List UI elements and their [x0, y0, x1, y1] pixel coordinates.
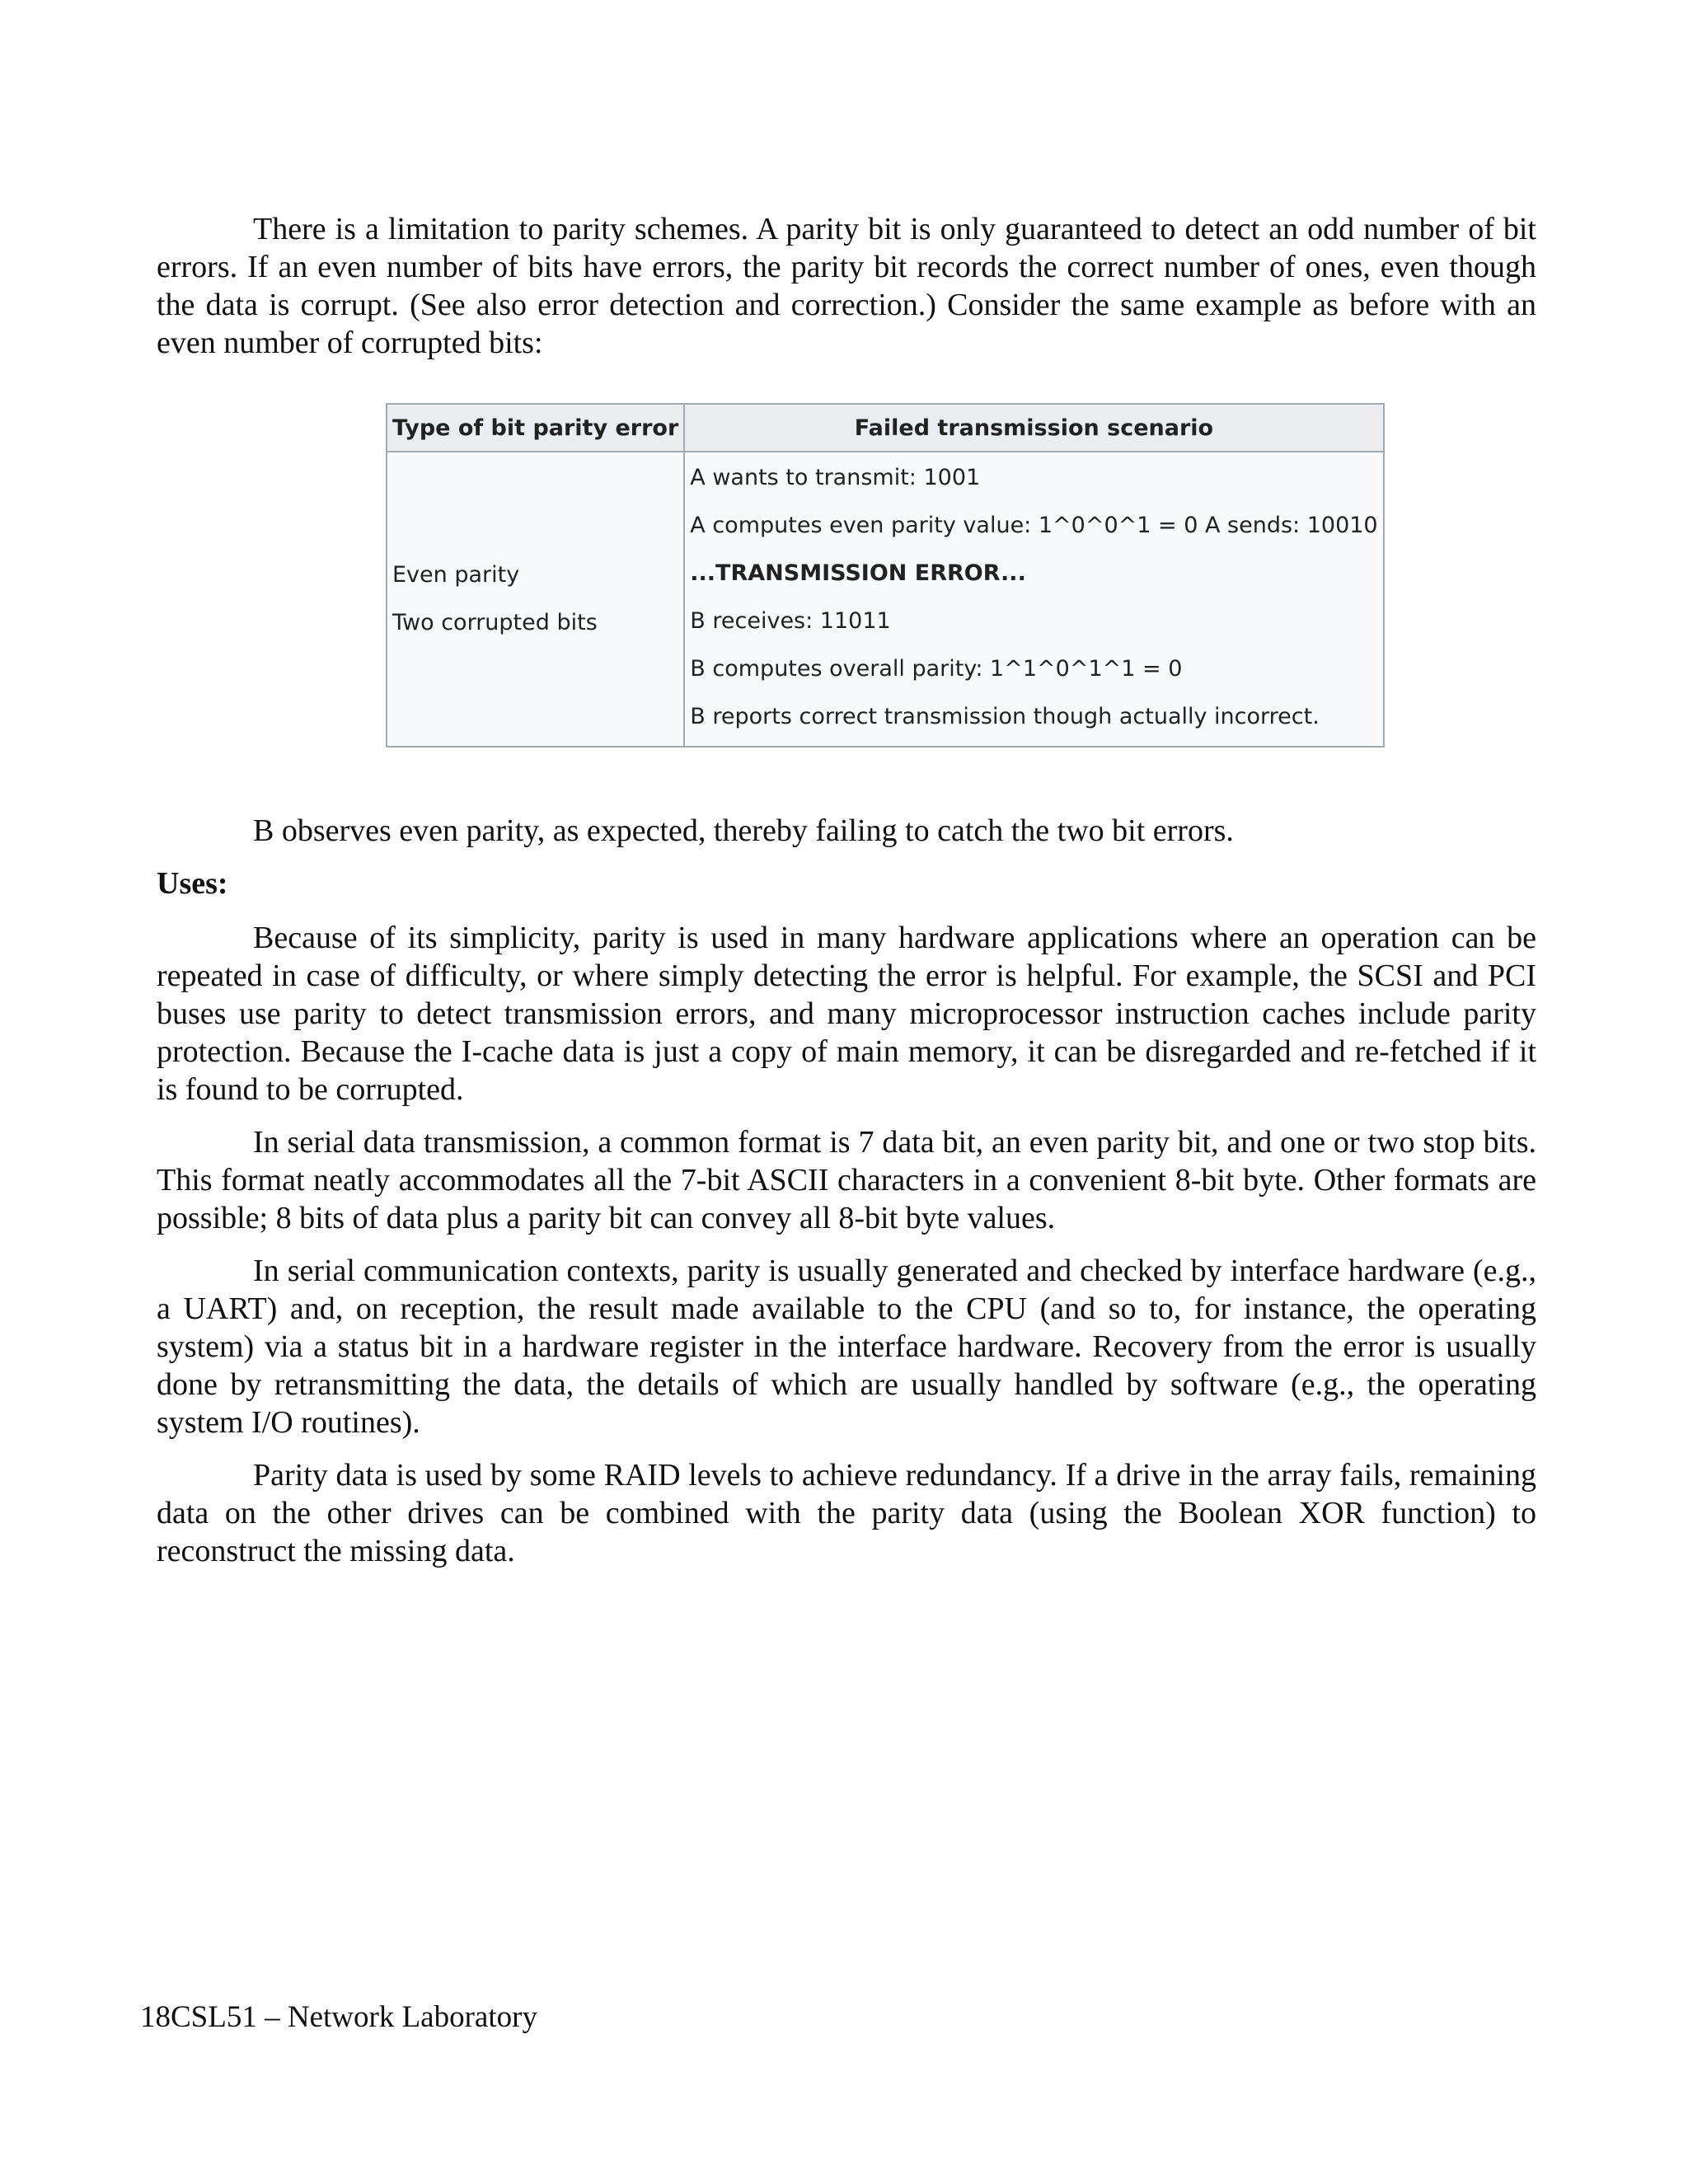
- after-table-section: [157, 812, 1536, 1570]
- type-line-two-corrupted-bits: Two corrupted bits: [392, 610, 598, 635]
- uses-paragraph: Because of its simplicity, parity is used in many hardware applications where an operation can be repeated in case of difficulty, or where simply detecting the error is helpful. For example, the SCSI and PCI buses use parity to detect transmission errors, and many microprocessor instruction caches include parity protection. Because the I-cache data is just a copy of main memory, it can be disregarded and re-fetched if it is found to be corrupted.: [157, 921, 1536, 1107]
- scenario-line: A wants to transmit: 1001: [690, 465, 981, 490]
- observation-paragraph: B observes even parity, as expected, thereby failing to catch the two bit errors.: [253, 813, 1234, 848]
- scenario-line: B computes overall parity: 1^1^0^1^1 = 0: [690, 656, 1183, 682]
- page-content: [157, 210, 1536, 1585]
- parity-table-wrapper: [386, 403, 1378, 748]
- type-line-even-parity: Even parity: [392, 562, 520, 588]
- type-cell: [387, 452, 684, 747]
- scenario-line: B reports correct transmission though actually incorrect.: [690, 704, 1320, 729]
- uses-paragraph: In serial communication contexts, parity is usually generated and checked by interface hardware (e.g., a UART) and, on reception, the result made available to the CPU (and so to, for instance, the operating system) via a status bit in a hardware register in the interface hardware. Recovery from the error is usually done by retransmitting the data, the details of which are usually handled by software (e.g., the operating system I/O routines).: [157, 1254, 1536, 1440]
- page-footer: 18CSL51 – Network Laboratory: [140, 2000, 537, 2034]
- scenario-line-transmission-error: ...TRANSMISSION ERROR...: [690, 560, 1026, 586]
- uses-paragraph: Parity data is used by some RAID levels to achieve redundancy. If a drive in the array fails, remaining data on the other drives can be combined with the parity data (using the Boolean XOR function) to reconstruct the missing data.: [157, 1458, 1536, 1568]
- parity-error-table: [386, 403, 1385, 748]
- table-header-type: Type of bit parity error: [387, 404, 684, 452]
- uses-heading: Uses:: [157, 866, 228, 901]
- scenario-line: A computes even parity value: 1^0^0^1 = 0 A sends: 10010: [690, 513, 1378, 538]
- intro-paragraph: There is a limitation to parity schemes. A parity bit is only guaranteed to detect an odd number of bit errors. If an even number of bits have errors, the parity bit records the correct number of ones, even though the data is corrupt. (See also error detection and correction.) Consider the same example as before with an even number of corrupted bits:: [157, 212, 1536, 360]
- scenario-line: B receives: 11011: [690, 608, 891, 634]
- table-header-scenario: Failed transmission scenario: [684, 404, 1383, 452]
- table-header-row: [387, 404, 1384, 452]
- scenario-cell: [684, 452, 1383, 747]
- table-row: [387, 452, 1384, 747]
- uses-paragraph: In serial data transmission, a common format is 7 data bit, an even parity bit, and one or two stop bits. This format neatly accommodates all the 7-bit ASCII characters in a convenient 8-bit byte. Other formats are possible; 8 bits of data plus a parity bit can convey all 8-bit byte values.: [157, 1125, 1536, 1235]
